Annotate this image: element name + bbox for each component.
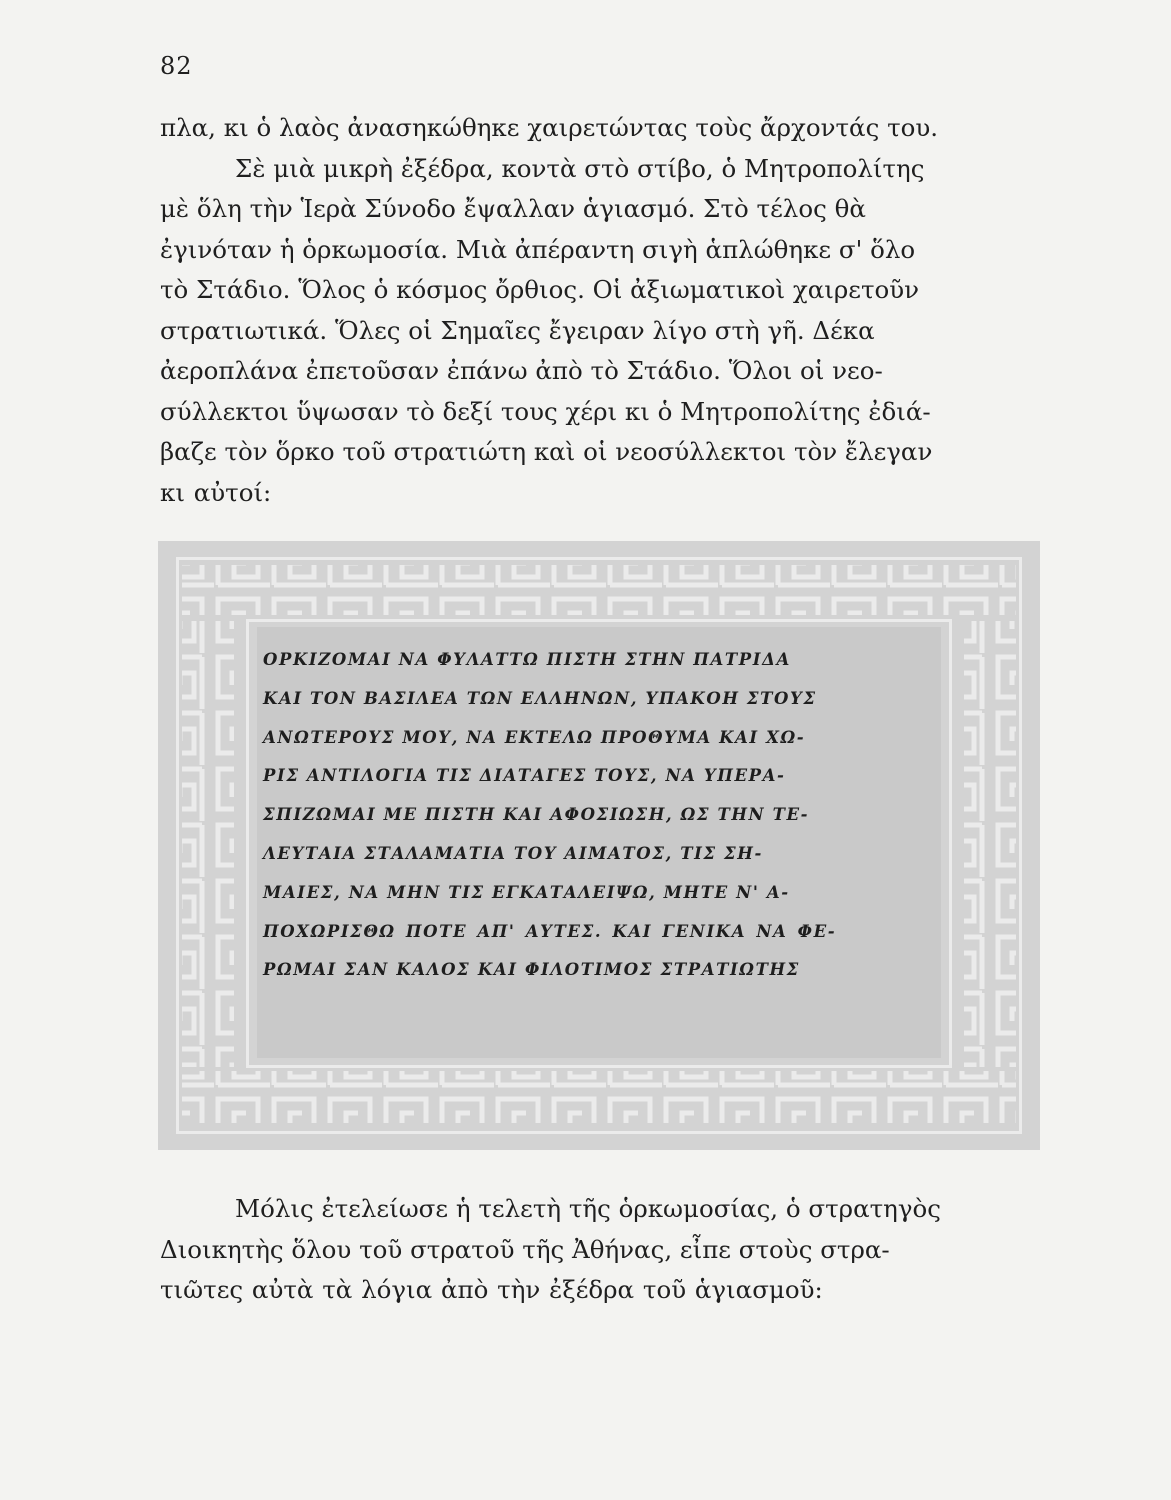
oath-line: ΜΑΙΕΣ, ΝΑ ΜΗΝ ΤΙΣ ΕΓΚΑΤΑΛΕΙΨΩ, ΜΗΤΕ Ν' Α- — [263, 882, 790, 902]
oath-line: ΡΙΣ ΑΝΤΙΛΟΓΙΑ ΤΙΣ ΔΙΑΤΑΓΕΣ ΤΟΥΣ, ΝΑ ΥΠΕΡΑ- — [263, 766, 786, 786]
paragraph-bottom — [160, 1189, 1045, 1311]
oath-line: ΛΕΥΤΑΙΑ ΣΤΑΛΑΜΑΤΙΑ ΤΟΥ ΑΙΜΑΤΟΣ, ΤΙΣ ΣΗ- — [263, 843, 763, 863]
meander-frame — [158, 541, 1040, 1150]
text-line: ἀεροπλάνα ἐπετοῦσαν ἐπάνω ἀπὸ τὸ Στάδιο. Ὅλοι οἱ νεο- — [160, 356, 883, 385]
text-line: μὲ ὅλη τὴν Ἱερὰ Σύνοδο ἔψαλλαν ἁγιασμό. Στὸ τέλος θὰ — [160, 194, 866, 223]
oath-text — [263, 641, 836, 990]
text-line: βαζε τὸν ὅρκο τοῦ στρατιώτη καὶ οἱ νεοσύλλεκτοι τὸν ἔλεγαν — [160, 437, 933, 466]
oath-line: ΠΟΧΩΡΙΣΘΩ ΠΟΤΕ ΑΠ' ΑΥΤΕΣ. ΚΑΙ ΓΕΝΙΚΑ ΝΑ ΦΕ- — [263, 921, 837, 941]
text-line: σύλλεκτοι ὕψωσαν τὸ δεξί τους χέρι κι ὁ Μητροπολίτης ἐδιά- — [160, 396, 931, 426]
text-line: ἐγινόταν ἡ ὁρκωμοσία. Μιὰ ἀπέραντη σιγὴ ἁπλώθηκε σ' ὅλο — [160, 234, 916, 264]
oath-line: ΟΡΚΙΖΟΜΑΙ ΝΑ ΦΥΛΑΤΤΩ ΠΙΣΤΗ ΣΤΗΝ ΠΑΤΡΙΔΑ — [263, 650, 791, 669]
text-line: στρατιωτικά. Ὅλες οἱ Σημαῖες ἔγειραν λίγο στὴ γῆ. Δέκα — [160, 315, 875, 345]
oath-line: ΣΠΙΖΩΜΑΙ ΜΕ ΠΙΣΤΗ ΚΑΙ ΑΦΟΣΙΩΣΗ, ΩΣ ΤΗΝ ΤΕ- — [263, 805, 810, 825]
oath-line: ΚΑΙ ΤΟΝ ΒΑΣΙΛΕΑ ΤΩΝ ΕΛΛΗΝΩΝ, ΥΠΑΚΟΗ ΣΤΟΥΣ — [263, 688, 817, 708]
oath-box — [257, 627, 941, 1058]
oath-line: ΡΩΜΑΙ ΣΑΝ ΚΑΛΟΣ ΚΑΙ ΦΙΛΟΤΙΜΟΣ ΣΤΡΑΤΙΩΤΗΣ — [263, 960, 800, 980]
text-line: τὸ Στάδιο. Ὅλος ὁ κόσμος ὄρθιος. Οἱ ἀξιωματικοὶ χαιρετοῦν — [160, 275, 920, 304]
text-line: Σὲ μιὰ μικρὴ ἐξέδρα, κοντὰ στὸ στίβο, ὁ Μητροπολίτης — [235, 153, 925, 183]
text-line: Μόλις ἐτελείωσε ἡ τελετὴ τῆς ὁρκωμοσίας, ὁ στρατηγὸς — [235, 1194, 941, 1223]
page-number: 82 — [160, 52, 193, 80]
text-line: τιῶτες αὐτὰ τὰ λόγια ἀπὸ τὴν ἐξέδρα τοῦ ἁγιασμοῦ: — [160, 1275, 823, 1304]
oath-line: ΑΝΩΤΕΡΟΥΣ ΜΟΥ, ΝΑ ΕΚΤΕΛΩ ΠΡΟΘΥΜΑ ΚΑΙ ΧΩ- — [263, 727, 806, 747]
text-line: πλα, κι ὁ λαὸς ἀνασηκώθηκε χαιρετώντας τοὺς ἄρχοντάς του. — [160, 113, 939, 142]
text-line: κι αὐτοί: — [160, 477, 272, 507]
paragraph-top — [160, 108, 1040, 513]
text-line: Διοικητὴς ὅλου τοῦ στρατοῦ τῆς Ἀθήνας, εἶπε στοὺς στρα- — [160, 1234, 890, 1264]
